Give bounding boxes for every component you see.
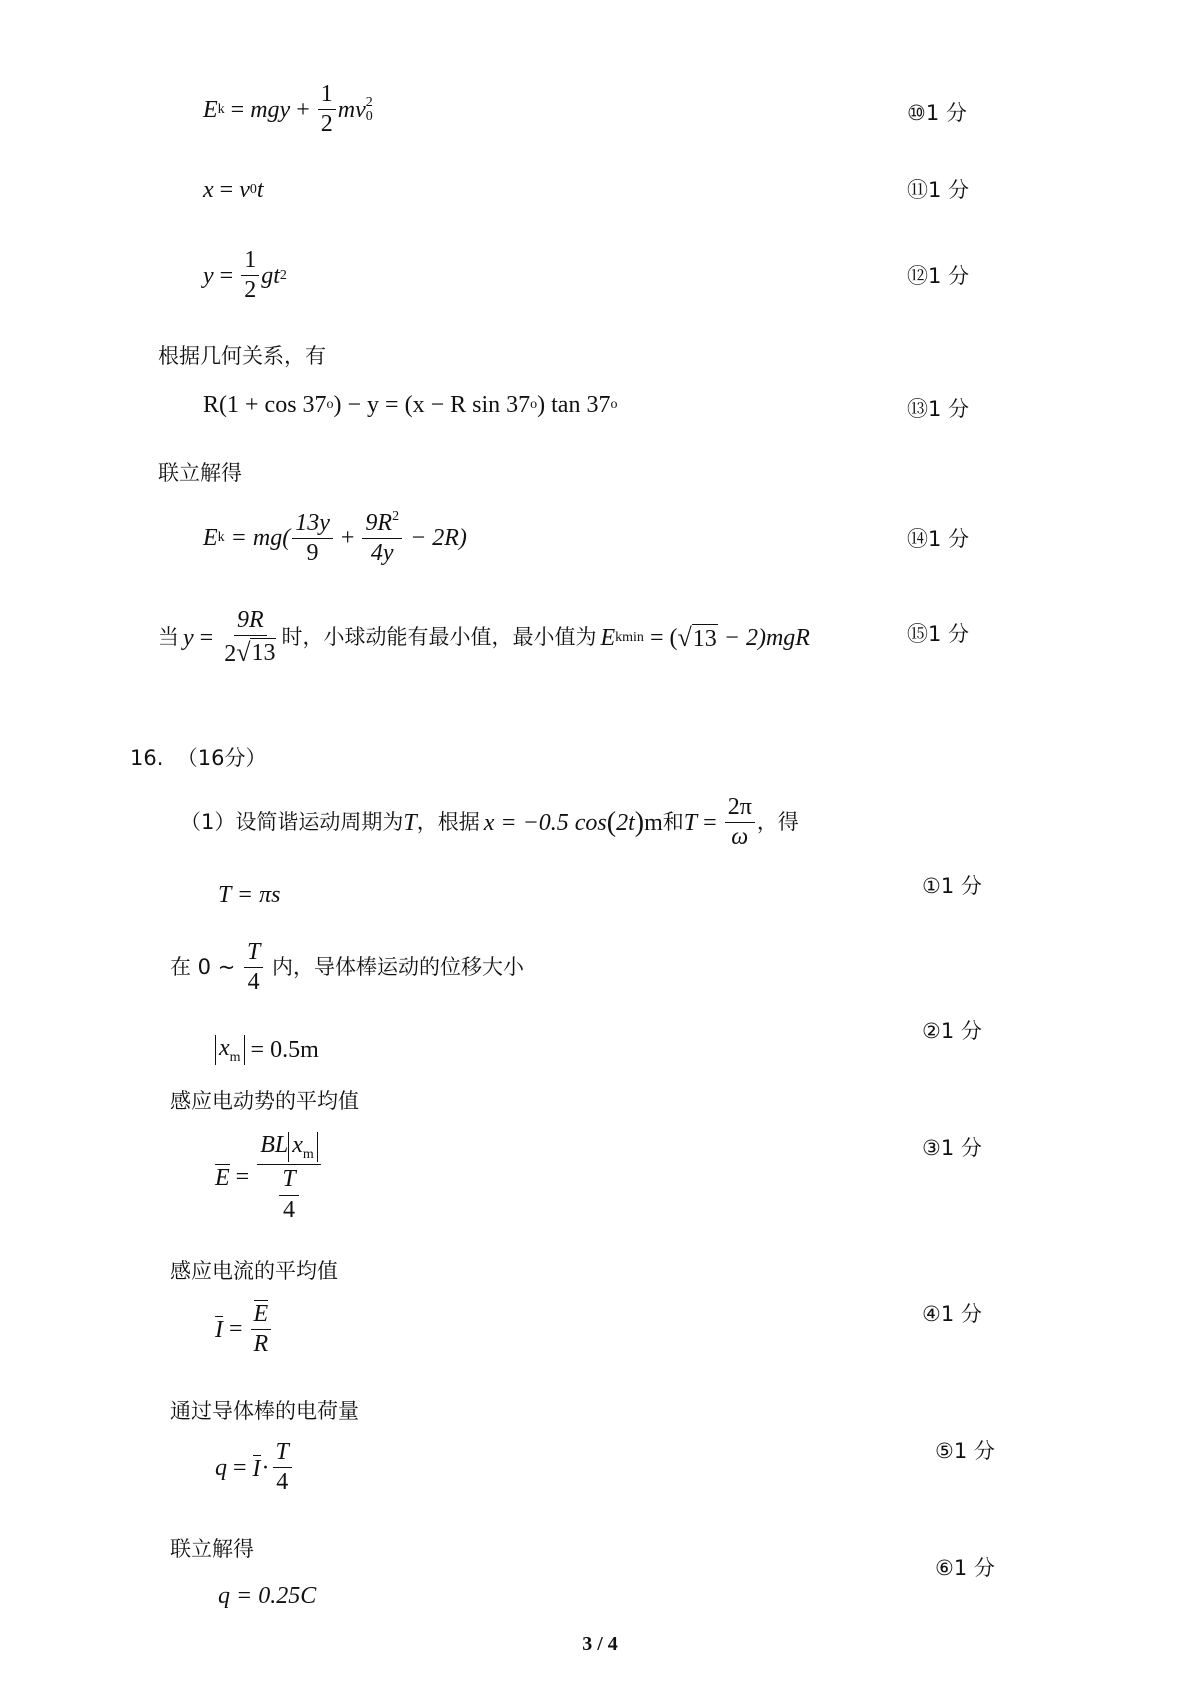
text-charge: 通过导体棒的电荷量: [170, 1399, 359, 1423]
formula-geometry: R(1 + cos 37 o ) − y = (x − R sin 37 o ) tan 37 o: [203, 392, 618, 418]
score-2: ②1 分: [922, 1019, 982, 1043]
score-13: ⑬1 分: [907, 397, 970, 421]
score-11: ⑪1 分: [907, 178, 970, 202]
formula-displacement: $x_m$ = 0.5m: [215, 1035, 319, 1065]
score-3: ③1 分: [922, 1136, 982, 1160]
text-geometry: 根据几何关系，有: [158, 344, 326, 368]
text-solve-1: 联立解得: [158, 461, 242, 485]
formula-horizontal-displacement: x = v 0 t: [203, 177, 264, 203]
text-solve-2: 联立解得: [170, 1537, 254, 1561]
text-current: 感应电流的平均值: [170, 1259, 338, 1283]
score-14: ⑭1 分: [907, 527, 970, 551]
formula-period: T = πs: [218, 882, 281, 908]
score-5: ⑤1 分: [935, 1439, 995, 1463]
formula-average-emf: E = $\frac{BL x_m}{\frac{T}{4}}$: [215, 1132, 323, 1223]
formula-average-current: I = $\frac{E}{R}$: [215, 1300, 273, 1357]
formula-vertical-displacement: y = $\frac{1}{2}$ gt 2: [203, 247, 287, 304]
text-emf: 感应电动势的平均值: [170, 1089, 359, 1113]
formula-kinetic-energy: E k = mgy + $\frac{1}{2}$ m v 2 0: [203, 81, 373, 138]
score-10: ⑩1 分: [907, 101, 967, 125]
formula-charge: q = I · $\frac{T}{4}$: [215, 1440, 294, 1495]
question-16-heading: 16. （16分）: [130, 746, 267, 770]
score-6: ⑥1 分: [935, 1556, 995, 1580]
formula-minimum: 当 y = 9R 2 √ 13 时，小球动能有最小值，最小值为 E kmin = ( √ 13 − 2)mgR: [158, 607, 810, 668]
part-1-intro: （1）设简谐运动周期为 T ，根据 x = −0.5 cos ( 2t ) m 和 T = $\frac{2\pi}{\omega}$ ，得: [180, 794, 799, 851]
text-range: 在 0 ~ $\frac{T}{4}$ 内，导体棒运动的位移大小: [170, 939, 525, 996]
fraction-half: $\frac{1}{2}$: [318, 82, 336, 137]
score-1: ①1 分: [922, 874, 982, 898]
formula-charge-result: q = 0.25C: [218, 1583, 317, 1609]
score-4: ④1 分: [922, 1302, 982, 1326]
page-number: 3 / 4: [582, 1633, 618, 1655]
formula-kinetic-energy-y: E k = mg( $\frac{13y}{9}$ + $\frac{9R^2}{4y}$ − 2R): [203, 509, 467, 567]
score-12: ⑫1 分: [907, 264, 970, 288]
score-15: ⑮1 分: [907, 622, 970, 646]
